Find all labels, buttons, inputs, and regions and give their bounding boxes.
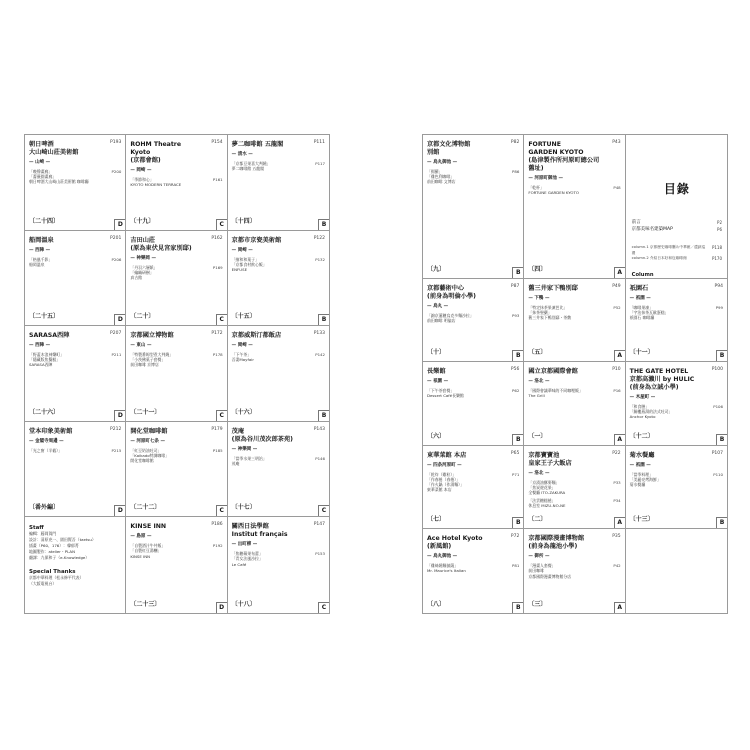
toc-title: 目錄 — [663, 182, 690, 196]
item-page-number: P117 — [315, 161, 325, 166]
menu-list — [232, 551, 325, 566]
right-page — [422, 134, 728, 614]
venue-title: ROHM Theatre Kyoto (京都會館) — [130, 141, 182, 164]
menu-list — [232, 161, 325, 171]
toc-row: 京都美味名建築MAP P6 — [631, 227, 722, 232]
section-badge: C — [216, 410, 227, 421]
section-badge: D — [216, 602, 227, 613]
item-page-number: P86 — [512, 169, 520, 174]
staff-line: 插畫（P60、176）：韓郁菁 — [29, 543, 79, 549]
menu-list — [130, 177, 222, 187]
area-label: — 祇園 — — [629, 462, 651, 468]
menu-list — [29, 448, 121, 453]
menu-item: 「丹羽六層紙」 「編織研樹」 真古館 P169 — [130, 264, 223, 280]
chapter-number: 〔十〕 — [427, 349, 446, 357]
thanks-line: 京都中華料理（松永修平代表） — [29, 575, 84, 581]
menu-list — [427, 563, 519, 573]
area-label: — 金閣寺周邊 — — [29, 438, 64, 444]
section-badge: B — [716, 517, 727, 528]
page-number: P143 — [313, 426, 325, 432]
page-number: P82 — [510, 140, 520, 145]
menu-list — [29, 352, 121, 367]
page-number: P43 — [612, 140, 621, 145]
item-page-number: P206 — [111, 256, 122, 262]
chapter-number: 〔八〕 — [427, 601, 446, 608]
item-page-number: P16 — [613, 388, 621, 394]
venue-title: 京都市京瓷美術館 — [231, 236, 282, 244]
venue-title: 菊水餐廳 — [629, 451, 655, 459]
area-label: — 烏丸 — — [427, 303, 449, 309]
chapter-number: 〔十一〕 — [629, 349, 654, 357]
menu-item: 「當季料理」 「美麗亮烤海鮮」 菊水餐廳 P110 — [629, 471, 723, 487]
item-page-number: P110 — [713, 471, 723, 477]
venue-title: 祇園石 — [629, 284, 649, 292]
chapter-number: 〔四〕 — [528, 265, 547, 273]
menu-item: 「乾炸（雞粒）」 「作春捲（春捲）」 「作火鍋（作湯麵）」 東華菜館 本店 P71 — [427, 471, 520, 493]
venue-cell — [25, 422, 126, 518]
menu-list — [427, 313, 519, 323]
menu-list — [29, 257, 121, 267]
venue-title: 京都藝術中心 (前身為明倫小學) — [427, 284, 476, 300]
chapter-number: 〔十四〕 — [231, 217, 256, 225]
venue-title: 朝日啤酒 大山崎山莊美術館 — [29, 141, 79, 156]
menu-list — [130, 543, 222, 558]
page-number: P35 — [612, 534, 621, 540]
area-label: — 出町柳 — — [231, 542, 258, 548]
menu-list — [232, 456, 325, 466]
menu-list — [130, 448, 222, 463]
venue-cell — [25, 326, 126, 422]
venue-title: 京都國際漫畫博物館 (前身為龍池小學) — [528, 535, 585, 551]
section-badge: C — [216, 219, 227, 230]
venue-cell — [126, 422, 227, 518]
venue-title: 京都寶寶池 皇家王子大飯店 — [528, 451, 572, 467]
menu-item: 「京漬油酥麥麵」 「焦炭遊花果」 全餐廳 ITO-ZAKURA P33 — [528, 479, 621, 495]
item-page-number: P48 — [613, 185, 621, 190]
area-label: — 岡崎 — — [130, 168, 152, 173]
venue-title: 舊三井家下鴨別邸 — [528, 284, 578, 292]
menu-item: 「法雲糖糕捲」 休息室 MIZU-NO-NE P34 — [528, 498, 621, 509]
section-badge: B — [318, 314, 329, 325]
menu-item: 「特定抹茶果凍芭比」 「抹茶聖藥」 舊三井家下鴨別邸・茶敷 P52 — [528, 304, 621, 320]
venue-cell — [626, 279, 727, 363]
venue-cell — [423, 446, 524, 530]
menu-list — [528, 185, 620, 195]
section-badge: D — [114, 219, 125, 230]
area-label: — 東山 — — [130, 343, 152, 349]
area-label: — 島原 — — [130, 534, 152, 540]
page-number: P193 — [110, 140, 122, 145]
menu-list — [528, 480, 620, 508]
section-badge: B — [512, 350, 523, 361]
venue-cell — [524, 529, 625, 613]
page-number: P212 — [110, 426, 122, 432]
item-page-number: P132 — [315, 256, 325, 262]
venue-title: 京都國立博物館 — [130, 332, 174, 340]
venue-title: 茂庵 (原為谷川茂次郎茶苑) — [231, 427, 293, 443]
page-number: P49 — [612, 283, 621, 289]
chapter-number: 〔十七〕 — [231, 504, 256, 512]
chapter-number: 〔二十三〕 — [130, 600, 161, 608]
section-badge: B — [512, 602, 523, 613]
venue-title: 長樂館 — [427, 368, 446, 376]
chapter-number: 〔十八〕 — [231, 600, 256, 608]
section-badge: A — [614, 350, 625, 361]
page-number: P133 — [313, 331, 325, 337]
area-label: — 西陣 — — [29, 247, 51, 253]
section-badge: C — [318, 505, 329, 516]
menu-item: 「雞絲燒麵披薩」 Mr. Maurice's Italian P81 — [427, 563, 520, 574]
item-page-number: P42 — [613, 563, 621, 569]
staff-line: 翻譯：九保和子（e-Knowledge） — [29, 555, 90, 561]
menu-item: 「晚聲畫廊」 「薔薇園畫廊」 朝日啤酒大山崎山莊美術館 咖啡廳 P200 — [29, 169, 122, 185]
chapter-number: 〔番外編〕 — [29, 504, 60, 512]
area-label: — 四条河原町 — — [427, 462, 462, 468]
menu-list — [427, 169, 519, 184]
item-page-number: P99 — [715, 304, 723, 310]
area-label: — 河原町御池 — — [528, 176, 563, 181]
page-number: P162 — [211, 235, 223, 241]
toc-column-row: column.1 京都歷史咖啡廳＆中華館／遺跡巡禮 P118 — [631, 245, 722, 255]
page-number: P122 — [313, 235, 325, 241]
table-of-contents — [626, 135, 727, 279]
section-badge: D — [114, 505, 125, 516]
section-badge: B — [512, 517, 523, 528]
chapter-number: 〔五〕 — [528, 349, 547, 357]
venue-cell — [423, 279, 524, 363]
venue-title: 吉田山莊 (原為東伏見宮家別邸) — [130, 236, 192, 252]
section-badge: A — [614, 517, 625, 528]
chapter-number: 〔二十〕 — [130, 313, 155, 321]
venue-title: 堂本印象美術館 — [29, 427, 73, 435]
item-page-number: P211 — [111, 352, 122, 358]
page-number: P72 — [510, 534, 520, 540]
item-page-number: P62 — [512, 388, 520, 394]
area-label: — 神樂岡 — — [231, 446, 258, 452]
venue-title: THE GATE HOTEL 京都高瀨川 by HULIC (前身為立誠小學) — [629, 368, 695, 392]
menu-item: 「光之窗（半截）」 P215 — [29, 447, 122, 453]
venue-cell — [126, 517, 227, 613]
area-label: — 御所 — — [528, 554, 550, 560]
section-badge: C — [318, 602, 329, 613]
menu-item: 「季節和心」 KYOTO MODERN TERRACE P161 — [130, 177, 223, 188]
venue-cell — [423, 529, 524, 613]
toc-row: 前言 P2 — [631, 220, 722, 225]
menu-item: 「錦京蓮糖烏克多麵沙拉」 前田咖啡 明倫店 P93 — [427, 312, 520, 323]
area-label: — 下鴨 — — [528, 295, 550, 301]
venue-title: 國立京都國際會館 — [528, 368, 578, 376]
venue-cell — [524, 135, 625, 279]
item-page-number: P81 — [512, 563, 520, 569]
chapter-number: 〔十五〕 — [231, 313, 256, 321]
venue-cell — [524, 279, 625, 363]
menu-item: 「乾杯」 FORTUNE GARDEN KYOTO P48 — [528, 185, 621, 196]
toc-page: P170 — [711, 256, 722, 261]
page-number: P172 — [211, 331, 223, 337]
page-number: P154 — [211, 140, 223, 145]
menu-list — [427, 388, 519, 398]
menu-list — [427, 472, 519, 492]
venue-cell — [524, 446, 625, 530]
toc-page: P118 — [711, 245, 722, 250]
menu-list — [528, 563, 620, 578]
item-page-number: P185 — [212, 447, 223, 453]
chapter-number: 〔二〕 — [528, 516, 547, 524]
section-badge: B — [318, 219, 329, 230]
section-badge: D — [114, 314, 125, 325]
venue-cell — [626, 446, 727, 530]
menu-item: 「咖啡果凍」 「宇治抹茶瓦歐蛋糕」 祇園石 咖啡廳 P99 — [629, 304, 723, 320]
chapter-number: 〔二十四〕 — [29, 217, 60, 225]
venue-title: 夢二咖啡館 五龍閣 — [231, 141, 284, 148]
area-label: — 烏丸御池 — — [427, 160, 458, 165]
section-badge: B — [512, 267, 523, 278]
area-label: — 河原町七条 — — [130, 438, 165, 444]
item-page-number: P200 — [111, 169, 122, 174]
section-badge: B — [318, 410, 329, 421]
item-page-number: P215 — [111, 447, 122, 453]
menu-list — [232, 352, 325, 362]
venue-cell — [25, 135, 126, 231]
area-label: — 洛北 — — [528, 379, 550, 385]
menu-item: 「格風千影」 船岡溫泉 P206 — [29, 256, 122, 267]
section-badge: A — [614, 602, 625, 613]
item-page-number: P52 — [613, 304, 621, 310]
venue-title: KINSE INN — [130, 523, 167, 531]
menu-item: 「紅豆奶油吐司」 「Kaikado特調咖啡」 開化堂咖啡館 P185 — [130, 447, 223, 463]
thanks-heading: Special Thanks — [29, 569, 76, 576]
venue-cell — [423, 362, 524, 446]
chapter-number: 〔十九〕 — [130, 217, 155, 225]
staff-line: 設計：清原充一、園田賢吾（taetsu） — [29, 537, 96, 543]
section-badge: A — [614, 267, 625, 278]
menu-list — [630, 404, 723, 419]
page-number: P147 — [313, 522, 325, 528]
page-number: P56 — [510, 367, 520, 373]
area-label: — 祇園 — — [629, 295, 651, 301]
venue-title: 關西日法學館 Institut français — [231, 523, 288, 539]
venue-cell — [228, 326, 329, 422]
area-label: — 烏丸御池 — — [427, 554, 458, 560]
menu-item: 「和食膳」 「銅樓燕湯的法式吐司」 Anchor Kyoto P106 — [629, 404, 723, 420]
toc-column-row: column.2 介紹日本好和包咖啡館 P170 — [631, 256, 722, 261]
section-badge: C — [216, 505, 227, 516]
staff-line: 編輯：藤岡賀門 — [29, 531, 57, 537]
staff-heading: Staff — [29, 525, 44, 532]
item-page-number: P146 — [315, 455, 325, 461]
chapter-number: 〔十六〕 — [231, 408, 256, 416]
area-label: — 洛北 — — [528, 470, 550, 476]
menu-item: 「焦糖蘋果布蕾」 「青女法風沙拉」 Le Café P153 — [231, 551, 325, 567]
section-badge: A — [614, 434, 625, 445]
chapter-number: 〔七〕 — [427, 516, 446, 524]
item-page-number: P169 — [212, 264, 223, 270]
area-label: — 清水 — — [231, 152, 253, 157]
item-page-number: P142 — [315, 352, 325, 358]
menu-list — [232, 257, 325, 272]
menu-item: 「國際會議華味的不同咖哩飯」 The Grill P16 — [528, 388, 621, 399]
venue-cell — [228, 517, 329, 613]
staff-cell — [25, 517, 126, 613]
venue-title: Ace Hotel Kyoto (新風館) — [427, 535, 483, 551]
menu-list — [528, 305, 620, 320]
chapter-number: 〔二十二〕 — [130, 504, 161, 512]
area-label: — 西陣 — — [29, 343, 51, 349]
menu-item: 「下午茶套餐」 Dessert Café長樂館 P62 — [427, 388, 520, 399]
menu-item: 「特製番姆型煮大判燒」 「小茨佛菓子套餐」 前田咖啡 京博店 P178 — [130, 352, 223, 368]
page-number: P65 — [510, 450, 520, 456]
toc-column-heading: Column — [631, 271, 654, 278]
page-number: P87 — [510, 283, 520, 289]
venue-title: SARASA西陣 — [29, 332, 70, 340]
menu-item: 「漫畫人套餐」 前田咖啡 京都國際漫畫博物館分店 P42 — [528, 563, 621, 579]
menu-item: 「繪和和菓子」 「京都食材飲心飯」 ENFUSE P132 — [231, 256, 325, 272]
venue-title: 東華菜館 本店 — [427, 451, 467, 459]
menu-list — [630, 472, 723, 487]
venue-cell — [626, 362, 727, 446]
page-number: P10 — [612, 367, 621, 373]
item-page-number: P161 — [212, 177, 223, 182]
chapter-number: 〔十三〕 — [629, 516, 654, 524]
menu-item: 「揚羅」 「雞色利咖啡」 前田咖啡 文博店 P86 — [427, 169, 520, 185]
item-page-number: P93 — [512, 312, 520, 318]
venue-cell — [25, 231, 126, 327]
chapter-number: 〔十二〕 — [629, 432, 654, 440]
chapter-number: 〔一〕 — [528, 432, 547, 440]
chapter-number: 〔三〕 — [528, 601, 547, 608]
area-label: — 祇園 — — [427, 379, 449, 385]
menu-item: 「京都豆果喜大判燒」 夢二咖啡館 五龍閣 P117 — [231, 161, 325, 172]
page-number: P94 — [714, 283, 723, 289]
section-badge: B — [716, 350, 727, 361]
page-number: P100 — [711, 367, 723, 373]
chapter-number: 〔二十一〕 — [130, 408, 161, 416]
venue-title: 京都文化博物館 別館 — [427, 141, 471, 156]
section-badge: B — [716, 434, 727, 445]
toc-main-list — [632, 219, 722, 233]
item-page-number: P33 — [613, 479, 621, 485]
item-page-number: P153 — [315, 551, 325, 557]
venue-cell — [228, 135, 329, 231]
chapter-number: 〔二十五〕 — [29, 313, 60, 321]
page-number: P111 — [313, 140, 325, 145]
page-number: P179 — [211, 426, 223, 432]
menu-list — [130, 352, 222, 367]
area-label: — 木屋町 — — [629, 395, 656, 401]
page-number: P207 — [110, 331, 122, 337]
menu-list — [630, 305, 723, 320]
page-number: P201 — [110, 235, 122, 241]
item-page-number: P71 — [512, 471, 520, 477]
chapter-number: 〔六〕 — [427, 432, 446, 440]
area-label: — 岡崎 — — [231, 343, 253, 349]
staff-line: 地圖製作：atelier・PLAN — [29, 549, 75, 555]
item-page-number: P178 — [212, 352, 223, 358]
section-badge: C — [216, 314, 227, 325]
menu-list — [528, 388, 620, 398]
area-label: — 岡崎 — — [231, 247, 253, 253]
venue-cell — [126, 231, 227, 327]
page-number: P107 — [711, 450, 723, 456]
venue-title: 京都威斯汀都飯店 — [231, 332, 282, 340]
menu-list — [130, 265, 222, 280]
item-page-number: P34 — [613, 498, 621, 504]
venue-cell — [228, 231, 329, 327]
menu-item: 「下午茶」 吾妻Mayfair P142 — [231, 352, 325, 363]
toc-column-list — [632, 245, 722, 262]
venue-cell — [228, 422, 329, 518]
chapter-number: 〔二十六〕 — [29, 408, 60, 416]
section-badge: D — [114, 410, 125, 421]
page-number: P22 — [612, 450, 621, 456]
item-page-number: P106 — [713, 404, 723, 410]
left-page — [24, 134, 330, 614]
venue-cell — [524, 362, 625, 446]
menu-item: 「野蓋木浪神樂町」 「隱藏版焦擬糕」 SARASA西陣 P211 — [29, 352, 122, 368]
toc-page: P2 — [717, 220, 722, 225]
section-badge: B — [512, 434, 523, 445]
item-page-number: P192 — [212, 543, 223, 549]
menu-list — [29, 169, 121, 184]
venue-cell — [126, 326, 227, 422]
venue-cell — [126, 135, 227, 231]
area-label: — 山崎 — — [29, 160, 51, 165]
thanks-line: （大阪電視台） — [29, 581, 57, 587]
area-label: — 神樂岡 — — [130, 255, 156, 261]
chapter-number: 〔九〕 — [427, 265, 446, 273]
venue-title: 開化堂咖啡館 — [130, 427, 168, 435]
page-number: P186 — [211, 522, 223, 528]
menu-item: 「自製酒汁牛丼飯」 「自製紅豆湯糰」 KINSE INN P192 — [130, 543, 223, 559]
venue-cell — [423, 135, 524, 279]
venue-title: 船岡溫泉 — [29, 236, 54, 244]
venue-title: FORTUNE GARDEN KYOTO (島津製作所河原町總公司舊址) — [528, 141, 600, 172]
toc-page: P6 — [717, 227, 722, 232]
menu-item: 「當季水果三明治」 茂庵 P146 — [231, 455, 325, 466]
